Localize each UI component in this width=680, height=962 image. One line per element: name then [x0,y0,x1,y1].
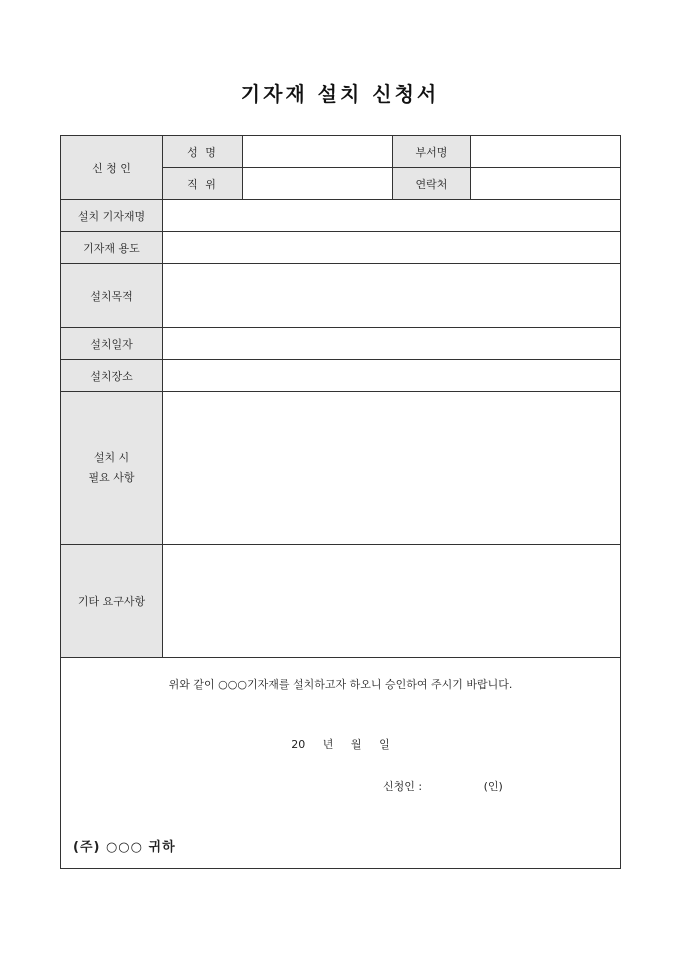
signature-line [383,778,503,794]
date-day-unit: 일 [379,738,390,751]
equipment-name-field[interactable] [163,200,621,232]
applicant-section-label: 신 청 인 [61,136,163,200]
position-field[interactable] [243,168,393,200]
department-field[interactable] [471,136,621,168]
date-month-unit: 월 [350,738,362,751]
contact-field[interactable] [471,168,621,200]
other-requests-field[interactable] [163,545,621,658]
requirements-field[interactable] [163,392,621,545]
approval-statement: 위와 같이 ○○○기자재를 설치하고자 하오니 승인하여 주시기 바랍니다. [168,678,513,691]
date-year-unit: 년 [322,738,334,751]
date-line [61,736,620,752]
requirements-label [61,392,163,545]
equipment-use-field[interactable] [163,232,621,264]
declaration-section [61,658,621,869]
requirements-label-line1: 설치 시 [93,451,130,464]
other-requests-label: 기타 요구사항 [61,545,163,658]
application-form-table [60,135,621,869]
install-place-field[interactable] [163,360,621,392]
purpose-field[interactable] [163,264,621,328]
seal-mark: (인) [483,780,503,793]
install-place-label: 설치장소 [61,360,163,392]
applicant-signature-label: 신청인 : [383,780,423,793]
position-label: 직 위 [163,168,243,200]
install-date-field[interactable] [163,328,621,360]
requirements-label-line2: 필요 사항 [88,471,135,484]
contact-label: 연락처 [393,168,471,200]
equipment-use-label: 기자재 용도 [61,232,163,264]
document-title: 기자재 설치 신청서 [240,82,440,106]
date-year: 20 [291,738,306,751]
equipment-name-label: 설치 기자재명 [61,200,163,232]
department-label: 부서명 [393,136,471,168]
install-date-label: 설치일자 [61,328,163,360]
name-label: 성 명 [163,136,243,168]
purpose-label: 설치목적 [61,264,163,328]
name-field[interactable] [243,136,393,168]
addressee: (주) ○○○ 귀하 [73,840,176,855]
